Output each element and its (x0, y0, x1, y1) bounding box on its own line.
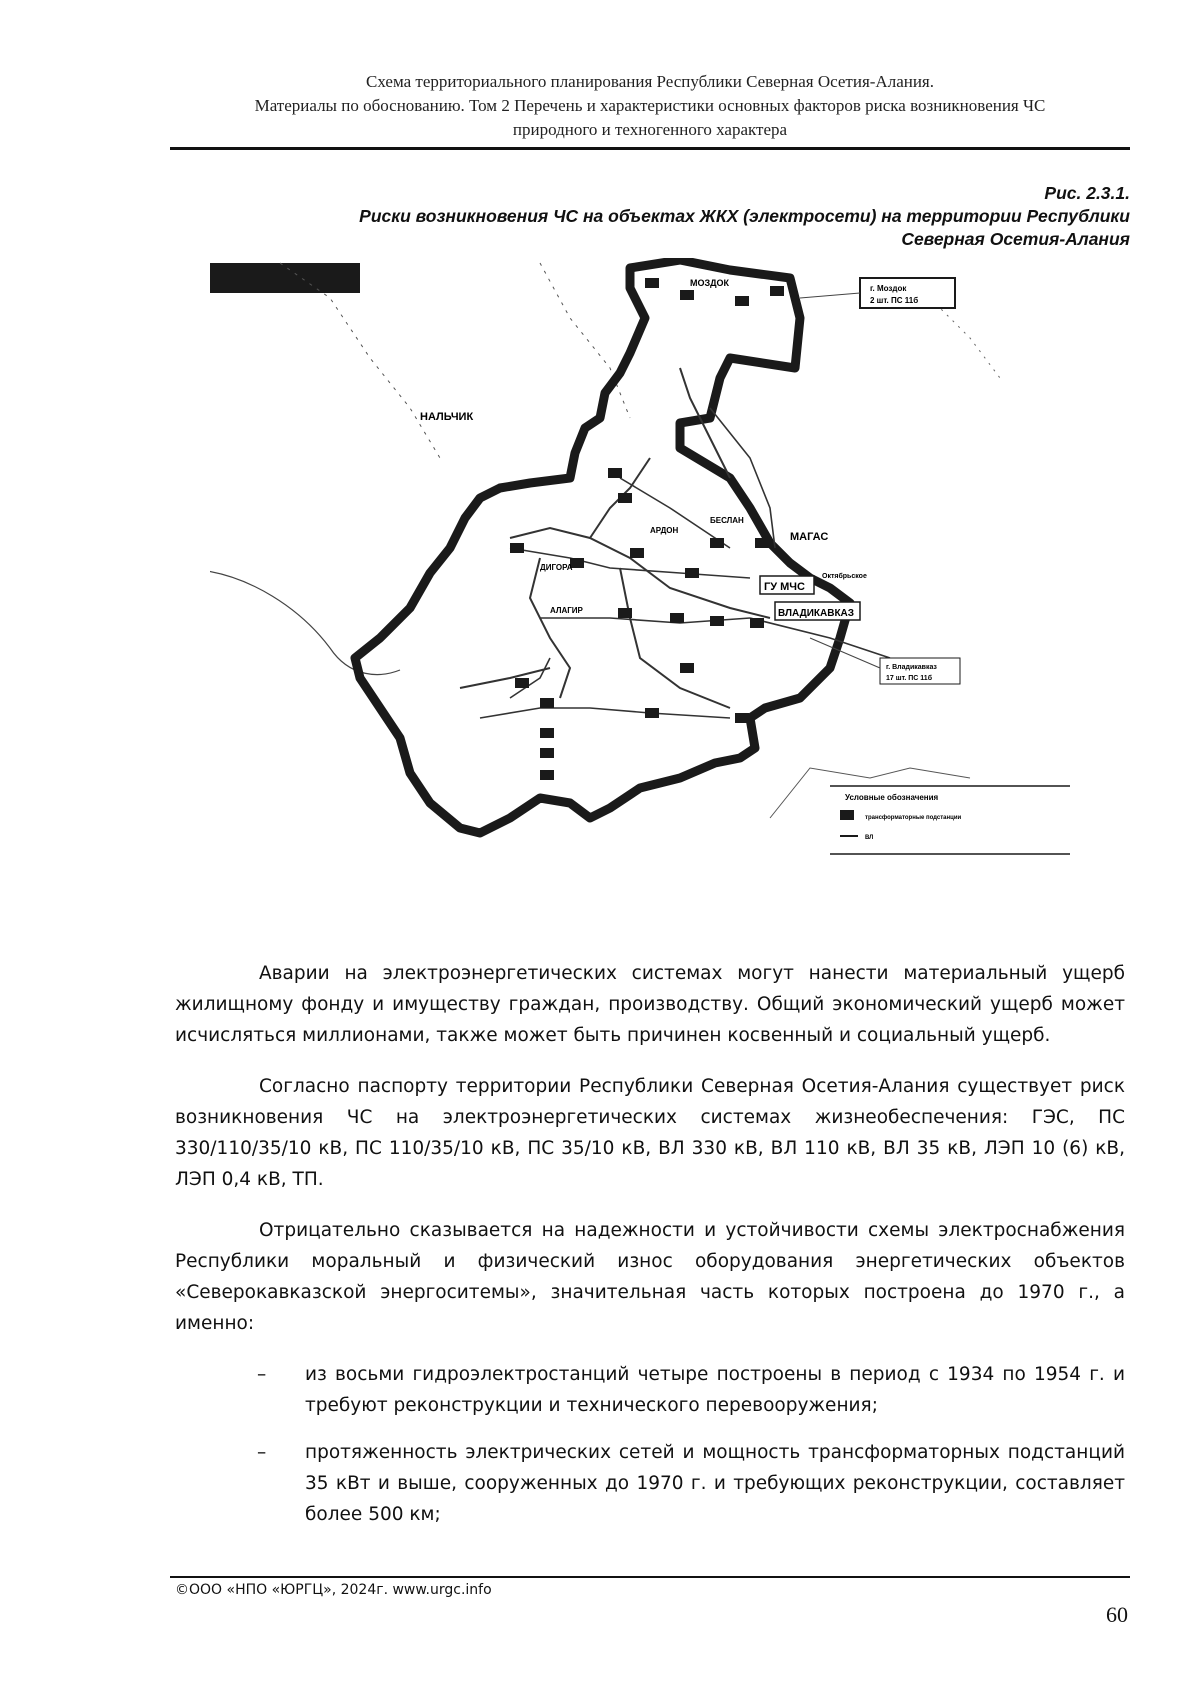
substation-icon (540, 728, 554, 738)
mozdok-callout-leader (800, 293, 860, 298)
republic-border (355, 260, 850, 833)
map-legend (830, 786, 1070, 854)
substation-icon (735, 713, 749, 723)
list-dash: – (257, 1364, 267, 1385)
list-item (175, 1437, 1125, 1530)
substation-icon (735, 296, 749, 306)
substation-icon (750, 618, 764, 628)
substation-icon (608, 468, 622, 478)
substation-icon (685, 568, 699, 578)
substation-icon (618, 493, 632, 503)
substation-icon (540, 770, 554, 780)
substation-icon (770, 286, 784, 296)
list-item (175, 1359, 1125, 1421)
list-dash: – (257, 1442, 267, 1463)
substation-icon (540, 748, 554, 758)
substation-icon (755, 538, 769, 548)
figure-title-line-1: Риски возникновения ЧС на объектах ЖКХ (электросети) на территории Республики (359, 206, 1130, 226)
city-label-beslan: БЕСЛАН (710, 516, 744, 525)
header-line-2: Материалы по обоснованию. Том 2 Перечень и характеристики основных факторов риска возникновения ЧС (254, 96, 1046, 115)
substation-icon (618, 608, 632, 618)
substation-icon (630, 548, 644, 558)
power-grid-risk-map (210, 258, 1080, 938)
external-border-line (210, 570, 400, 675)
legend-item-2: ВЛ (865, 835, 874, 841)
substation-icon (680, 290, 694, 300)
substation-icon (710, 616, 724, 626)
header-line-3: природного и техногенного характера (512, 120, 788, 139)
mozdok-callout-line-1: г. Моздок (870, 284, 907, 293)
map-title-block (210, 263, 360, 293)
mozdok-callout-line-2: 2 шт. ПС 11б (870, 296, 919, 305)
header-rule (170, 147, 1130, 150)
footer-rule (170, 1576, 1130, 1578)
city-label-mozdok: МОЗДОК (690, 278, 730, 288)
legend-substation-icon (840, 810, 854, 820)
figure-title-line-2: Северная Осетия-Алания (901, 229, 1130, 249)
page-number: 60 (1106, 1602, 1128, 1627)
vladikavkaz-callout-line-2: 17 шт. ПС 11б (886, 675, 933, 682)
substation-icon (710, 538, 724, 548)
header-line-1: Схема территориального планирования Республики Северная Осетия-Алания. (366, 72, 934, 91)
city-label-digora: ДИГОРА (540, 563, 573, 572)
substation-icon (680, 663, 694, 673)
figure-caption (130, 182, 1130, 251)
city-label-alagir: АЛАГИР (550, 606, 583, 615)
document-header (170, 70, 1130, 142)
substation-icon (670, 613, 684, 623)
gu-mchs-label: ГУ МЧС (764, 581, 805, 593)
substation-icon (510, 543, 524, 553)
substation-icon (645, 278, 659, 288)
city-label-magas: МАГАС (790, 531, 829, 543)
external-boundary-dashed (930, 298, 1000, 378)
village-label-oktyabrskoe: Октябрьское (822, 573, 867, 580)
city-label-vladikavkaz: ВЛАДИКАВКАЗ (778, 608, 855, 619)
paragraph: Отрицательно сказывается на надежности и устойчивости схемы электроснабжения Республики моральный и физический износ оборудования энергетических объектов «Северокавказской энергоситемы», значительная часть которых построена до 1970 г., а именно: (175, 1220, 1125, 1334)
list-item-text: из восьми гидроэлектростанций четыре построены в период с 1934 по 1954 г. и требуют реконструкции и технического перевооружения; (305, 1364, 1125, 1416)
substation-icon (515, 678, 529, 688)
substation-icon (645, 708, 659, 718)
external-boundary-dashed (540, 263, 630, 418)
legend-item-1: трансформаторные подстанции (865, 815, 962, 821)
paragraph: Согласно паспорту территории Республики Северная Осетия-Алания существует риск возникновения ЧС на электроэнергетических системах жизнеобеспечения: ГЭС, ПС 330/110/35/10 кВ, ПС 110/35/10 кВ, ПС 35/10 кВ, ВЛ 330 кВ, ВЛ 110 кВ, ВЛ 35 кВ, ЛЭП 10 (6) кВ, ЛЭП 0,4 кВ, ТП. (175, 1076, 1125, 1190)
footer-copyright: ©ООО «НПО «ЮРГЦ», 2024г. www.urgc.info (175, 1582, 492, 1598)
city-label-ardon: АРДОН (650, 526, 679, 535)
document-body (175, 958, 1125, 1546)
risk-list (175, 1359, 1125, 1530)
substation-icon (540, 698, 554, 708)
list-item-text: протяженность электрических сетей и мощность трансформаторных подстанций 35 кВт и выше, сооруженных до 1970 г. и требующих реконструкции, составляет более 500 км; (305, 1442, 1125, 1525)
city-label-nalchik: НАЛЬЧИК (420, 411, 474, 423)
paragraph: Аварии на электроэнергетических системах могут нанести материальный ущерб жилищному фонду и имуществу граждан, производству. Общий экономический ущерб может исчисляться миллионами, также может быть причинен косвенный и социальный ущерб. (175, 963, 1125, 1046)
legend-title: Условные обозначения (845, 793, 939, 802)
figure-number: Рис. 2.3.1. (1044, 183, 1130, 203)
vladikavkaz-callout-line-1: г. Владикавказ (886, 664, 937, 671)
